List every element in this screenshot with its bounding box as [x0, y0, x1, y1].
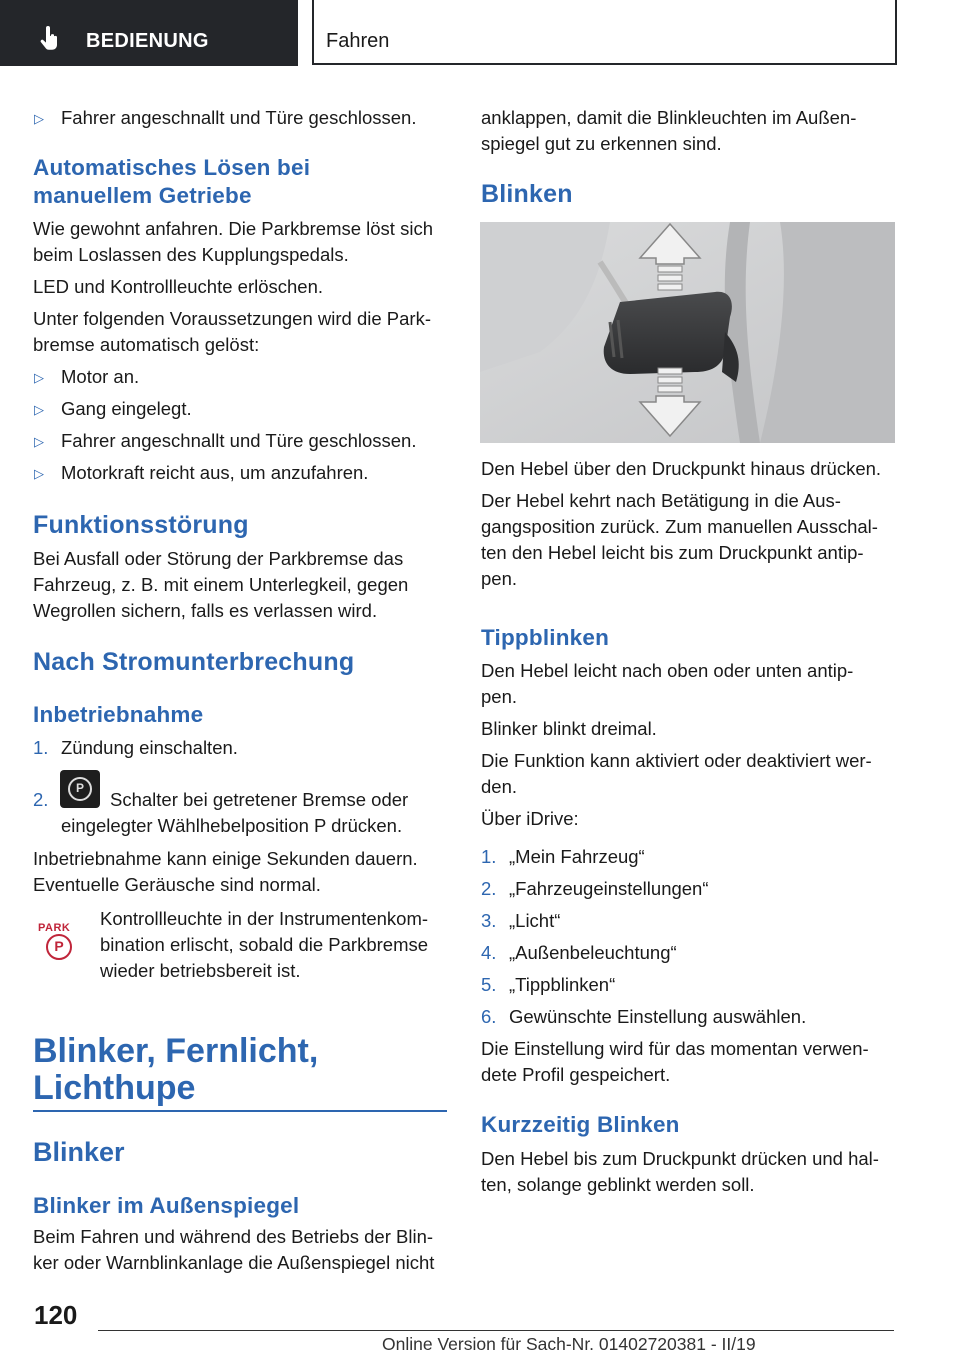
- step-number: 2.: [33, 789, 49, 810]
- bullet-triangle-icon: ▷: [34, 434, 44, 449]
- paragraph-line: Den Hebel über den Druckpunkt hinaus drücken.: [481, 458, 882, 479]
- paragraph-line: Die Einstellung wird für das momentan verwen‐: [481, 1038, 869, 1059]
- paragraph-line: den.: [481, 776, 518, 797]
- bullet-item: Motorkraft reicht aus, um anzufahren.: [61, 462, 369, 483]
- paragraph-line: Wie gewohnt anfahren. Die Parkbremse löst sich: [33, 218, 433, 239]
- turn-signal-lever-image: [480, 222, 895, 443]
- step-text: Schalter bei getretener Bremse oder: [110, 789, 409, 810]
- step-number: 2.: [481, 878, 497, 899]
- paragraph-line: LED und Kontrollleuchte erlöschen.: [33, 276, 324, 297]
- bullet-item: Gang eingelegt.: [61, 398, 192, 419]
- chapter-label: Fahren: [326, 30, 390, 52]
- step-text: Gewünschte Einstellung auswählen.: [509, 1006, 807, 1027]
- step-number: 1.: [33, 737, 49, 758]
- subsection-heading: Tippblinken: [481, 625, 610, 650]
- paragraph-line: Fahrzeug, z. B. mit einem Unterlegkeil, gegen: [33, 574, 409, 595]
- paragraph-line: Unter folgenden Voraussetzungen wird die Park‐: [33, 308, 431, 329]
- paragraph-line: pen.: [481, 686, 518, 707]
- footer-version-text: Online Version für Sach-Nr. 01402720381 - II/19: [382, 1334, 756, 1354]
- section-tab: [0, 0, 298, 66]
- subsection-heading: Inbetriebnahme: [33, 702, 204, 727]
- bullet-triangle-icon: ▷: [34, 111, 44, 126]
- bullet-triangle-icon: ▷: [34, 466, 44, 481]
- subsection-heading: Blinker im Außenspiegel: [33, 1193, 300, 1218]
- chapter-tab: [312, 0, 897, 65]
- step-number: 1.: [481, 846, 497, 867]
- step-text: „Fahrzeugeinstellungen“: [509, 878, 709, 899]
- paragraph-line: anklappen, damit die Blinkleuchten im Außen‐: [481, 107, 857, 128]
- paragraph-line: Die Funktion kann aktiviert oder deaktiviert wer‐: [481, 750, 872, 771]
- section-heading: Blinken: [481, 180, 573, 208]
- step-text: eingelegter Wählhebelposition P drücken.: [61, 815, 403, 836]
- paragraph-line: dete Profil gespeichert.: [481, 1064, 671, 1085]
- page-number: 120: [34, 1300, 78, 1330]
- paragraph-line: spiegel gut zu erkennen sind.: [481, 133, 722, 154]
- paragraph-line: Bei Ausfall oder Störung der Parkbremse das: [33, 548, 404, 569]
- step-number: 3.: [481, 910, 497, 931]
- paragraph-line: bremse automatisch gelöst:: [33, 334, 260, 355]
- paragraph-line: Eventuelle Geräusche sind normal.: [33, 874, 321, 895]
- paragraph-line: ten den Hebel leicht bis zum Druckpunkt antip‐: [481, 542, 864, 563]
- step-text: Zündung einschalten.: [61, 737, 238, 758]
- bullet-item: Motor an.: [61, 366, 140, 387]
- step-text: „Außenbeleuchtung“: [509, 942, 677, 963]
- parking-brake-button-icon: P: [60, 770, 100, 808]
- paragraph-line: Wegrollen sichern, falls es verlassen wird.: [33, 600, 378, 621]
- paragraph-line: Beim Fahren und während des Betriebs der Blin‐: [33, 1226, 434, 1247]
- subsection-heading: Kurzzeitig Blinken: [481, 1112, 680, 1137]
- paragraph-line: ten, solange geblinkt werden soll.: [481, 1174, 755, 1195]
- bullet-item: Fahrer angeschnallt und Türe geschlossen.: [61, 430, 417, 451]
- step-text: „Licht“: [509, 910, 561, 931]
- note-line: bination erlischt, sobald die Parkbremse: [100, 934, 429, 955]
- bullet-triangle-icon: ▷: [34, 402, 44, 417]
- hand-icon: [40, 26, 60, 50]
- paragraph-line: Über iDrive:: [481, 808, 579, 829]
- paragraph-line: gangsposition zurück. Zum manuellen Ausschal‐: [481, 516, 878, 537]
- step-number: 4.: [481, 942, 497, 963]
- chapter-heading: Lichthupe: [33, 1069, 196, 1107]
- paragraph-line: Der Hebel kehrt nach Betätigung in die Aus‐: [481, 490, 841, 511]
- park-warning-icon: PARK P: [36, 922, 80, 962]
- step-number: 6.: [481, 1006, 497, 1027]
- paragraph-line: ker oder Warnblinkanlage die Außenspiegel nicht: [33, 1252, 435, 1273]
- step-text: „Mein Fahrzeug“: [509, 846, 645, 867]
- paragraph-line: Den Hebel bis zum Druckpunkt drücken und hal‐: [481, 1148, 879, 1169]
- section-heading: Nach Stromunterbrechung: [33, 648, 355, 676]
- footer-rule: [98, 1330, 894, 1331]
- paragraph-line: Den Hebel leicht nach oben oder unten antip‐: [481, 660, 854, 681]
- paragraph-line: beim Loslassen des Kupplungspedals.: [33, 244, 349, 265]
- bullet-triangle-icon: ▷: [34, 370, 44, 385]
- paragraph-line: pen.: [481, 568, 518, 589]
- paragraph-line: Blinker blinkt dreimal.: [481, 718, 657, 739]
- note-line: wieder betriebsbereit ist.: [100, 960, 301, 981]
- section-label: BEDIENUNG: [86, 30, 209, 52]
- section-heading: manuellem Getriebe: [33, 183, 252, 208]
- section-heading: Funktionsstörung: [33, 511, 249, 539]
- heading-rule: [33, 1110, 447, 1112]
- page-header: [0, 0, 960, 66]
- step-text: „Tippblinken“: [509, 974, 616, 995]
- paragraph-line: Inbetriebnahme kann einige Sekunden dauern.: [33, 848, 418, 869]
- section-heading: Blinker: [33, 1137, 125, 1167]
- step-number: 5.: [481, 974, 497, 995]
- note-line: Kontrollleuchte in der Instrumentenkom‐: [100, 908, 429, 929]
- chapter-heading: Blinker, Fernlicht,: [33, 1032, 319, 1070]
- section-heading: Automatisches Lösen bei: [33, 155, 311, 180]
- bullet-item: Fahrer angeschnallt und Türe geschlossen.: [61, 107, 417, 128]
